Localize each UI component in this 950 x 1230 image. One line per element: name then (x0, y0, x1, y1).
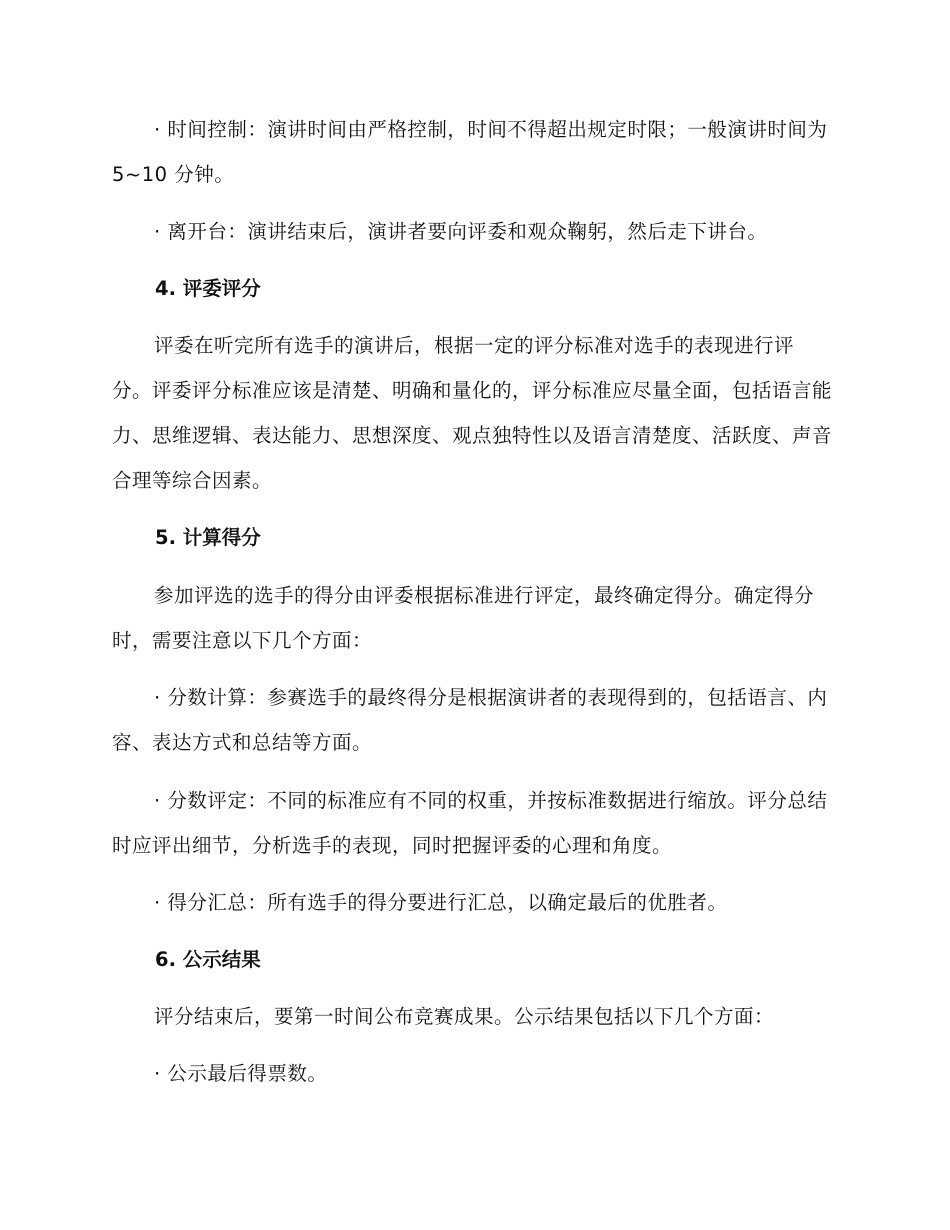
paragraph-scoring: 参加评选的选手的得分由评委根据标准进行评定，最终确定得分。确定得分时，需要注意以下几个方面： (112, 584, 815, 652)
section-heading-scoring: 5. 计算得分 (155, 526, 261, 549)
paragraph-score-calculation: · 分数计算：参赛选手的最终得分是根据演讲者的表现得到的，包括语言、内容、表达方式和总结等方面。 (112, 686, 828, 754)
paragraph-vote-count: · 公示最后得票数。 (154, 1062, 328, 1085)
paragraph-results: 评分结束后，要第一时间公布竞赛成果。公示结果包括以下几个方面： (154, 1005, 775, 1028)
paragraph-judging: 评委在听完所有选手的演讲后，根据一定的评分标准对选手的表现进行评分。评委评分标准应该是清楚、明确和量化的，评分标准应尽量全面，包括语言能力、思维逻辑、表达能力、思想深度、观点独特性以及语言清楚度、活跃度、声音合理等综合因素。 (112, 334, 833, 492)
section-heading-results: 6. 公示结果 (155, 948, 261, 971)
paragraph-score-summary: · 得分汇总：所有选手的得分要进行汇总，以确定最后的优胜者。 (154, 891, 728, 914)
section-heading-judging: 4. 评委评分 (155, 277, 261, 300)
paragraph-time-control: · 时间控制：演讲时间由严格控制，时间不得超出规定时限；一般演讲时间为 5~10 分钟。 (112, 118, 828, 186)
paragraph-score-evaluation: · 分数评定：不同的标准应有不同的权重，并按标准数据进行缩放。评分总结时应评出细节，分析选手的表现，同时把握评委的心理和角度。 (112, 789, 828, 857)
paragraph-leave-stage: · 离开台：演讲结束后，演讲者要向评委和观众鞠躬，然后走下讲台。 (154, 220, 768, 243)
